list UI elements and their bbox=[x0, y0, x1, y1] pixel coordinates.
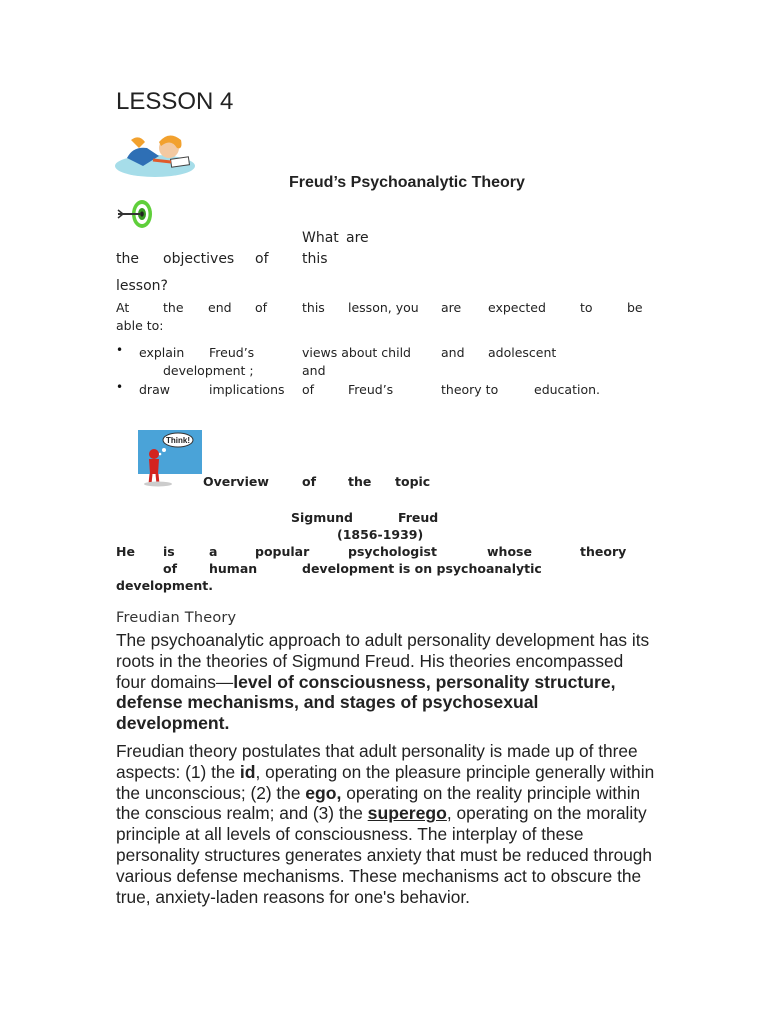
think-bubble-label: Think! bbox=[166, 436, 190, 445]
superego-link[interactable]: superego bbox=[367, 803, 447, 824]
paragraph-text: operating on the reality principle within the conscious realm; and (3) the bbox=[116, 782, 641, 824]
summary-word: human bbox=[209, 561, 258, 576]
summary-word: development. bbox=[116, 578, 213, 593]
intro-word: to bbox=[580, 300, 593, 315]
domains-bold-text: level of consciousness, personality structure, defense mechanisms, and stages of psychosexual development. bbox=[116, 671, 616, 734]
overview-word: the bbox=[348, 474, 372, 489]
question-word: are bbox=[346, 230, 369, 246]
summary-word: development is on psychoanalytic bbox=[302, 561, 542, 576]
bullet-word: views about child bbox=[302, 345, 411, 360]
intro-word: are bbox=[441, 300, 462, 315]
bullet-icon: • bbox=[116, 380, 124, 394]
question-word: of bbox=[255, 251, 269, 267]
paragraph-text: , operating on the pleasure principle generally within the unconscious; (2) the bbox=[116, 761, 655, 803]
thinking-figure-icon bbox=[138, 430, 204, 488]
summary-word: a bbox=[209, 544, 218, 559]
summary-word: popular bbox=[255, 544, 310, 559]
intro-word: lesson, you bbox=[348, 300, 419, 315]
paragraph-text: , operating on the morality principle at all levels of consciousness. The interplay of these personality structures generates anxiety that must be reduced through various defense mechanisms. These mechanisms act to obscure the true, anxiety-laden reasons for one's behavior. bbox=[116, 803, 653, 907]
intro-word: At bbox=[116, 300, 130, 315]
overview-word: of bbox=[302, 474, 317, 489]
bullet-icon: • bbox=[116, 343, 124, 357]
paragraph-text: Freudian theory postulates that adult personality is made up of three aspects: (1) the bbox=[116, 741, 638, 782]
question-word: lesson? bbox=[116, 278, 168, 294]
question-word: What bbox=[302, 230, 339, 246]
question-word: the bbox=[116, 251, 139, 267]
intro-word: able to: bbox=[116, 318, 164, 333]
bullet-word: implications bbox=[209, 382, 285, 397]
bullet-word: of bbox=[302, 382, 315, 397]
section-heading: Freudian Theory bbox=[116, 610, 237, 626]
intro-word: expected bbox=[488, 300, 546, 315]
summary-word: He bbox=[116, 544, 135, 559]
bullet-word: draw bbox=[139, 382, 170, 397]
id-term: id bbox=[239, 761, 256, 782]
bullet-word: Freud’s bbox=[209, 345, 255, 360]
overview-word: topic bbox=[395, 474, 431, 489]
paragraph-domains bbox=[116, 630, 656, 734]
question-word: this bbox=[302, 251, 328, 267]
bullet-word: and bbox=[302, 363, 326, 378]
bullet-word: and bbox=[441, 345, 465, 360]
page-title: Freud’s Psychoanalytic Theory bbox=[289, 174, 525, 191]
question-word: objectives bbox=[163, 251, 235, 267]
intro-word: the bbox=[163, 300, 184, 315]
bullet-word: explain bbox=[139, 345, 185, 360]
bullet-word: development ; bbox=[163, 363, 254, 378]
summary-word: theory bbox=[580, 544, 627, 559]
summary-word: of bbox=[163, 561, 178, 576]
person-name: Freud bbox=[398, 510, 439, 525]
person-name: Sigmund bbox=[291, 510, 354, 525]
intro-word: of bbox=[255, 300, 268, 315]
paragraph-text: The psychoanalytic approach to adult personality development has its roots in the theories of Sigmund Freud. His theories encompassed four domains— bbox=[116, 630, 650, 692]
intro-word: this bbox=[302, 300, 325, 315]
intro-word: end bbox=[208, 300, 232, 315]
intro-word: be bbox=[627, 300, 643, 315]
summary-word: whose bbox=[487, 544, 532, 559]
target-icon bbox=[116, 198, 156, 232]
ego-term: ego, bbox=[305, 782, 342, 803]
bullet-word: theory to bbox=[441, 382, 499, 397]
paragraph-aspects bbox=[116, 741, 656, 907]
person-years: (1856-1939) bbox=[337, 527, 424, 542]
summary-word: is bbox=[163, 544, 175, 559]
summary-word: psychologist bbox=[348, 544, 437, 559]
reading-child-icon bbox=[113, 128, 197, 180]
bullet-word: adolescent bbox=[488, 345, 557, 360]
bullet-word: education. bbox=[534, 382, 600, 397]
lesson-title: LESSON 4 bbox=[116, 88, 234, 115]
bullet-word: Freud’s bbox=[348, 382, 394, 397]
overview-word: Overview bbox=[203, 474, 269, 489]
